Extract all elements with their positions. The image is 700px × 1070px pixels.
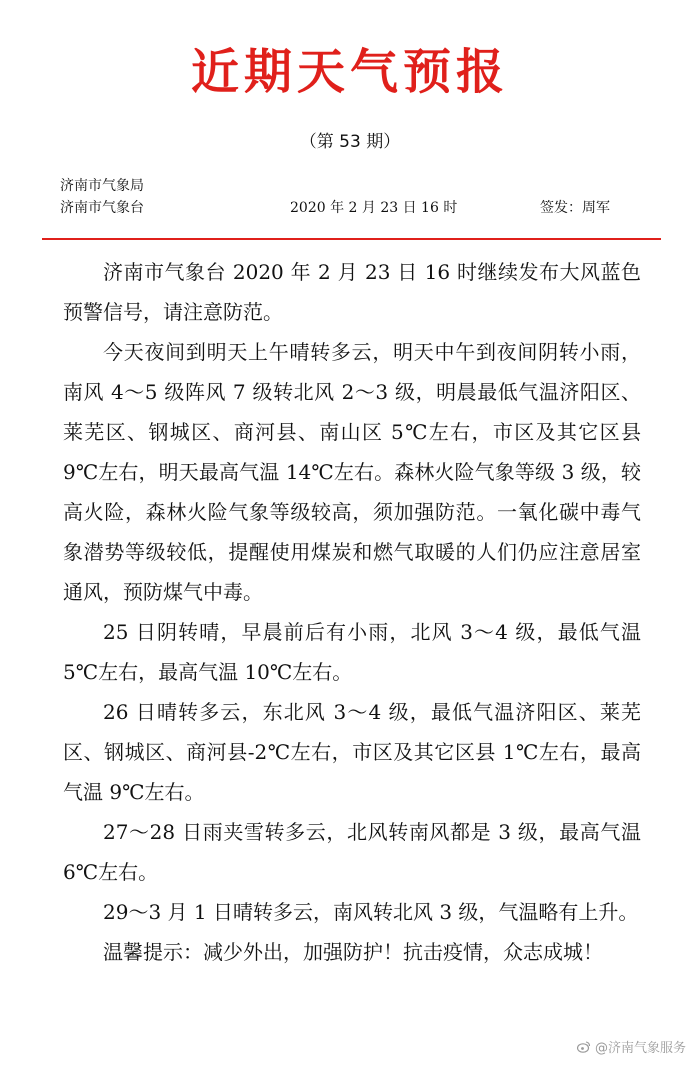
issue-datetime: 2020 年 2 月 23 日 16 时 [290,200,458,216]
forecast-day-26: 26 日晴转多云，东北风 3～4 级，最低气温济阳区、莱芜区、钢城区、商河县-2℃左右，市区及其它区县 1℃左右，最高气温 9℃左右。 [63,700,641,804]
issuing-bureau: 济南市气象局 [60,178,144,194]
reminder-paragraph: 温馨提示：减少外出，加强防护！抗击疫情，众志成城！ [103,940,603,964]
header-divider [42,238,661,240]
issue-number: （第 53 期） [299,132,401,152]
watermark [577,1037,686,1056]
signer: 签发：周军 [540,200,610,216]
watermark-text: @济南气象服务 [594,1041,686,1056]
forecast-day-27-28: 27～28 日雨夹雪转多云，北风转南风都是 3 级，最高气温 6℃左右。 [63,820,641,884]
forecast-day-25: 25 日阴转晴，早晨前后有小雨，北风 3～4 级，最低气温 5℃左右，最高气温 10℃左右。 [63,620,641,684]
page-title: 近期天气预报 [190,44,509,100]
warning-paragraph: 济南市气象台 2020 年 2 月 23 日 16 时继续发布大风蓝色预警信号，请注意防范。 [63,260,641,324]
forecast-day-29-mar-1: 29～3 月 1 日晴转多云，南风转北风 3 级，气温略有上升。 [103,900,639,924]
issuing-station: 济南市气象台 [60,200,144,216]
weibo-icon [577,1040,591,1054]
forecast-body [63,252,641,972]
forecast-tonight-tomorrow: 今天夜间到明天上午晴转多云，明天中午到夜间阴转小雨，南风 4～5 级阵风 7 级转北风 2～3 级，明晨最低气温济阳区、莱芜区、钢城区、商河县、南山区 5℃左右，市区及其它区县 9℃左右，明天最高气温 14℃左右。森林火险气象等级 3 级，较高火险，森林火险气象等级较高，须加强防范。一氧化碳中毒气象潜势等级较低，提醒使用煤炭和燃气取暖的人们仍应注意居室通风，预防煤气中毒。 [63,340,641,604]
